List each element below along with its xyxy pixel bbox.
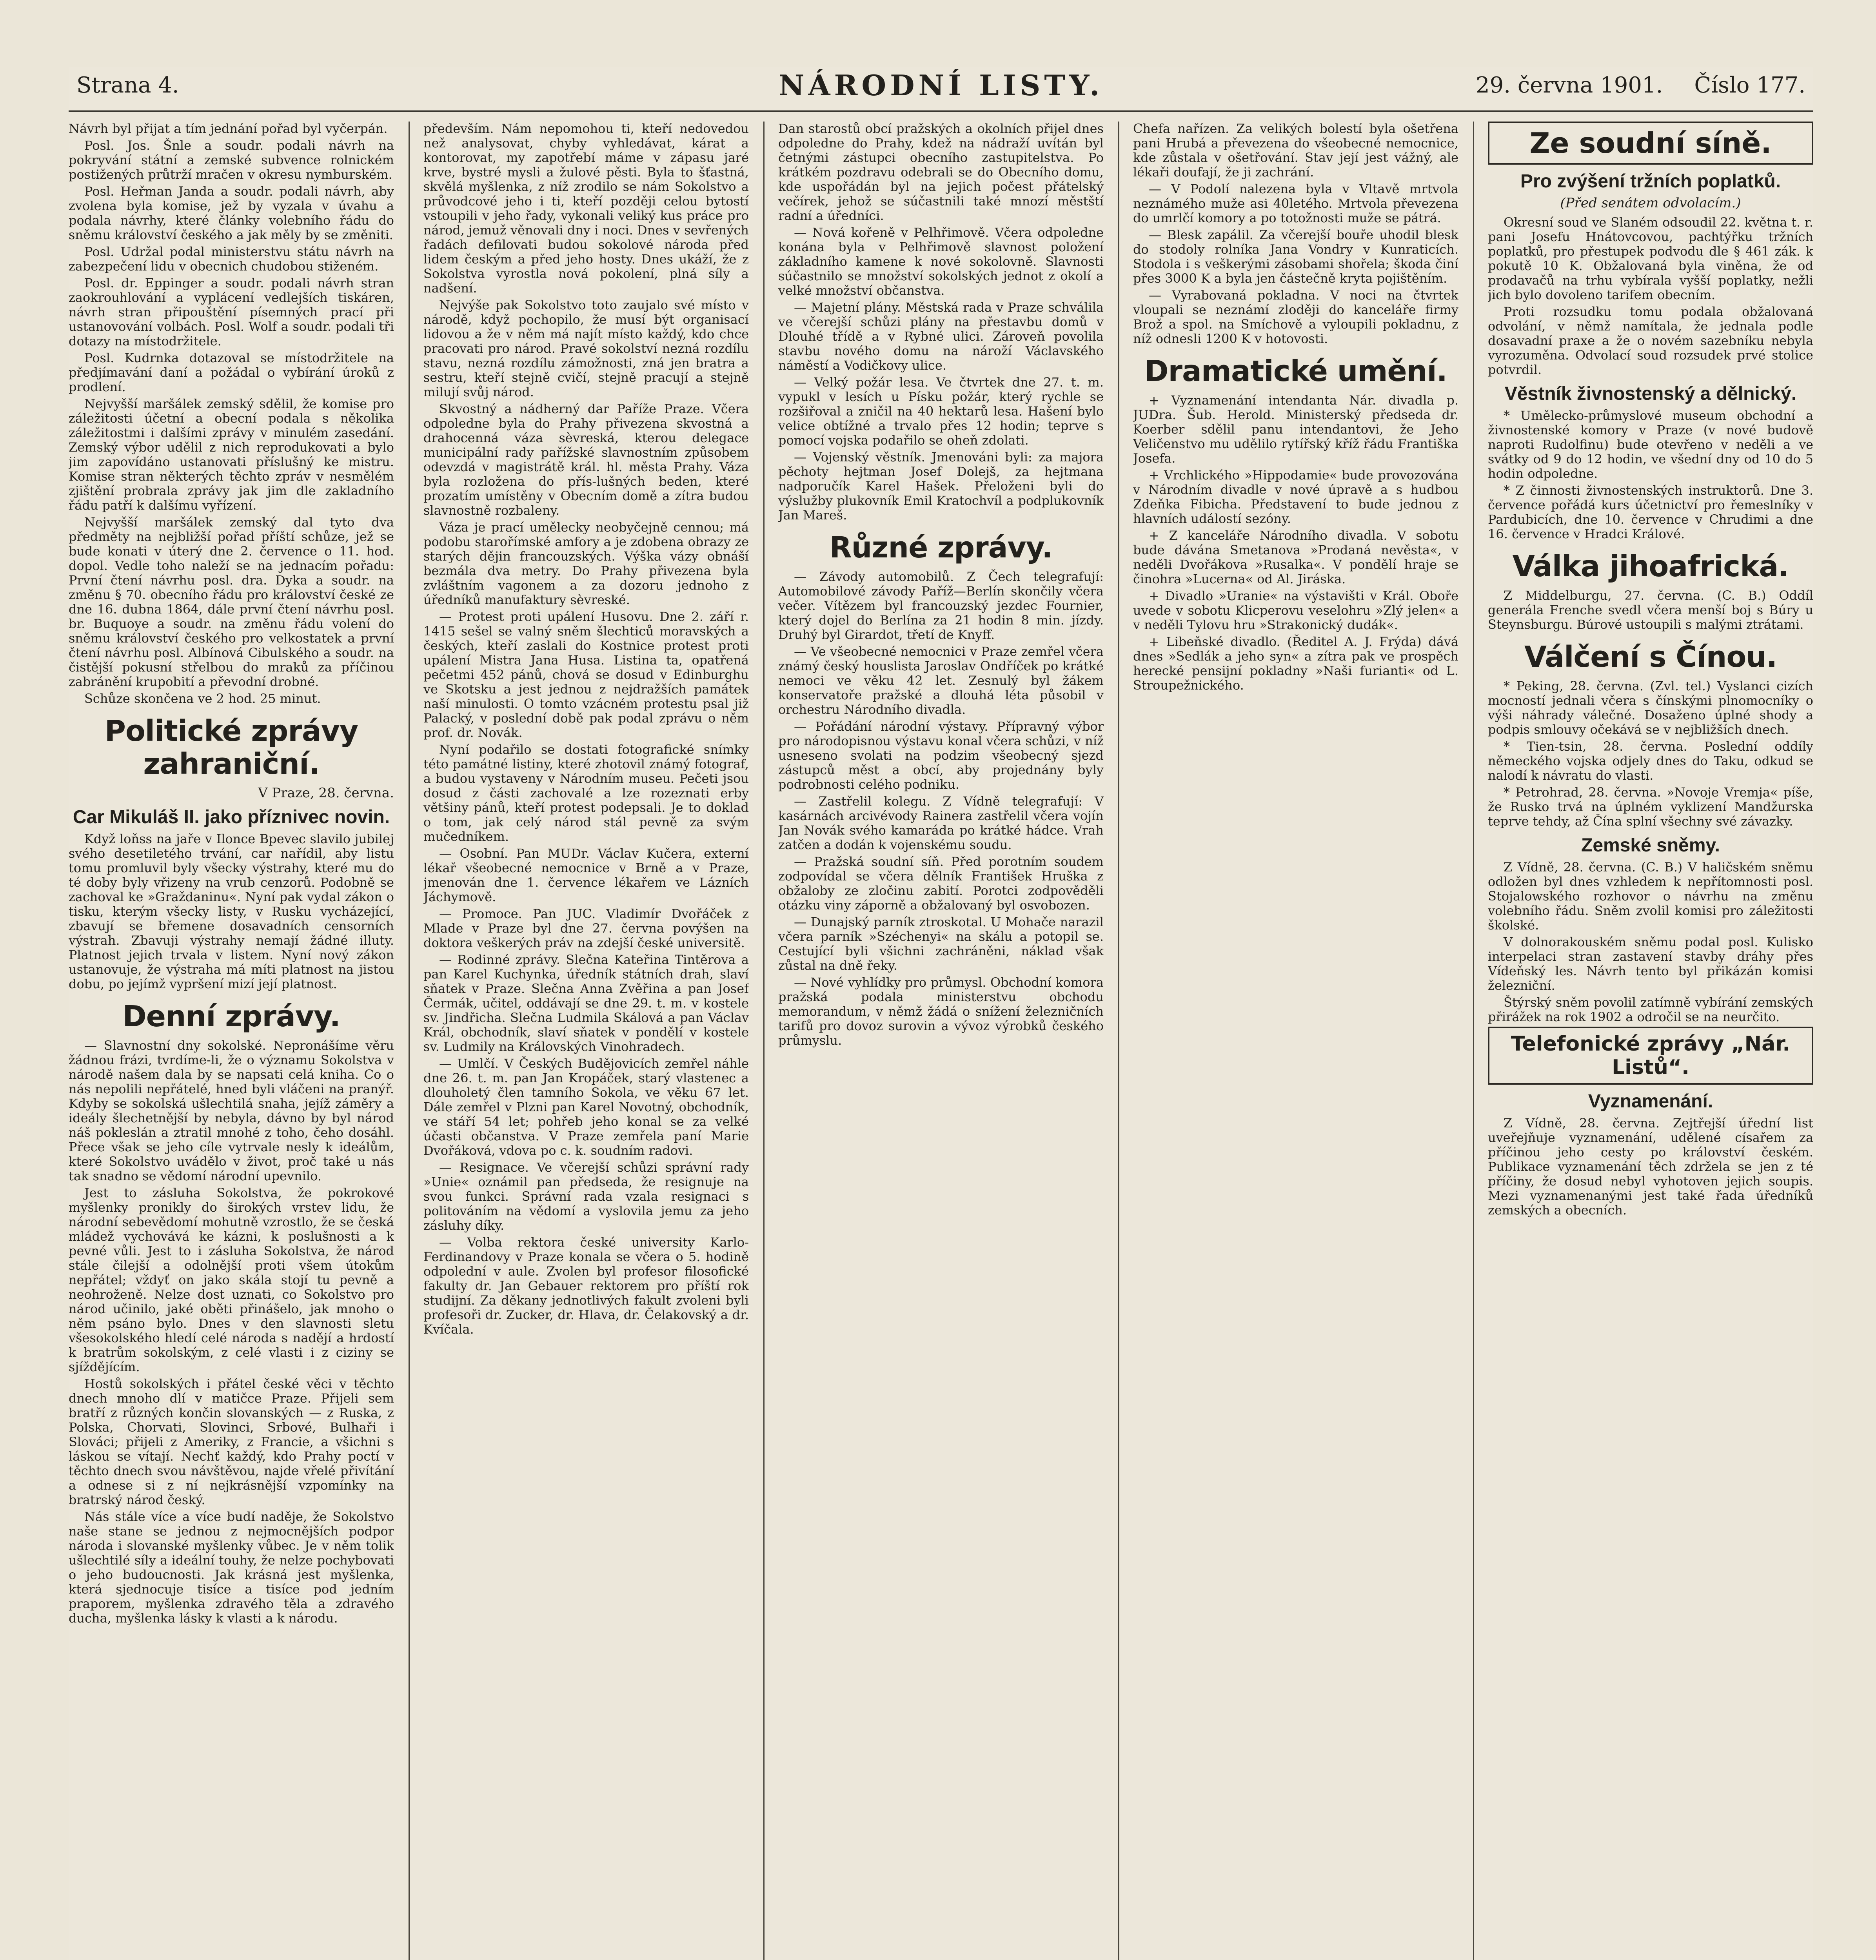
date-issue [1444, 73, 1805, 98]
paragraph: — Promoce. Pan JUC. Vladimír Dvořáček z Mlade v Praze byl dne 27. června povýšen na doktora veškerých práv na zdejší české universitě. [423, 906, 749, 950]
paragraph: — Pražská soudní síň. Před porotním soudem zodpovídal se včera dělník František Hruška z obžaloby ze zločinu zabití. Porotci zodpověděli otázku viny záporně a obžalovaný byl osvobozen. [778, 854, 1104, 913]
paragraph: Nás stále více a více budí naděje, že Sokolstvo naše stane se jednou z nejmocnějších podpor národa i slovanské myšlenky vůbec. Je v něm tolik ušlechtilé síly a ideální touhy, že nelze pochybovati o jeho budoucnosti. Jak krásná jest myšlenka, která sjednocuje tisíce a tisíce pod jedním praporem, myšlenka zdravého těla a zdravého ducha, myšlenka lásky k vlasti a k národu. [69, 1509, 394, 1626]
paragraph: — Slavnostní dny sokolské. Nepronášíme věru žádnou frázi, tvrdíme-li, že o významu Sokolstva v národě našem dala by se napsati celá kniha. Co o nás nepolili nepřátelé, hned byli vláčeni na pranýř. Kdyby se sokolská ušlechtilá snaha, jejíž záměry a ideály šlechetnější by nebyla, dávno by byl národ náš pokleslán a ztratil mnohé z toho, čeho dosáhl. Přece však se jeho cíle vytrvale nesly k ideálům, které Sokolstvo uvádělo v život, proč také u nás tak snadno se vědomí národní upevnilo. [69, 1038, 394, 1183]
paragraph: — Zastřelil kolegu. Z Vídně telegrafují: V kasárnách arcivévody Rainera zastřelil včera vojín Jan Novák svého kamaráda po krátké hádce. Vrah zatčen a dodán k vojenskému soudu. [778, 794, 1104, 852]
section-heading: Dramatické umění. [1144, 354, 1447, 388]
section-heading: Válčení s Čínou. [1524, 640, 1777, 674]
section-heading: Zemské sněmy. [1581, 835, 1720, 856]
section-heading: Politické zprávy zahraniční. [104, 714, 358, 781]
column-3 [778, 122, 1104, 1960]
paragraph: — Resignace. Ve včerejší schůzi správní rady »Unie« oznámil pan předseda, že resignuje na svou funkci. Správní rada vzala resignaci s politováním na vědomí a vyslovila jemu za jeho zásluhy díky. [423, 1160, 749, 1233]
paragraph: — Umlčí. V Českých Budějovicích zemřel náhle dne 26. t. m. pan Jan Kropáček, starý vlastenec a dlouholetý člen tamního Sokola, ve věku 67 let. Dále zemřel v Plzni pan Karel Novotný, obchodník, ve stáří 54 let; pohřeb jeho konal se za velké účasti občanstva. V Praze zemřela paní Marie Dvořáková, vdova po c. k. soudním radovi. [423, 1056, 749, 1158]
paragraph: — Ve všeobecné nemocnici v Praze zemřel včera známý český houslista Jaroslav Ondříček po krátké nemoci ve věku 42 let. Zesnulý byl žákem konservatoře pražské a dlouhá léta působil v orchestru Národního divadla. [778, 644, 1104, 717]
paragraph: Posl. Jos. Šnle a soudr. podali návrh na pokryvání státní a zemské subvence rolnickém postižených průtrží mračen v okresu nymburském. [69, 138, 394, 182]
paragraph: * Tien-tsin, 28. června. Poslední oddíly německého vojska odjely dnes do Taku, odkud se nalodí k návratu do vlasti. [1488, 739, 1813, 783]
section-heading-boxed: Ze soudní síně. [1488, 122, 1813, 165]
paragraph: — Vojenský věstník. Jmenováni byli: za majora pěchoty hejtman Josef Dolejš, za hejtmana nadporučík Karel Hašek. Přeloženi byli do výslužby plukovník Emil Kratochvíl a podplukovník Jan Mareš. [778, 450, 1104, 523]
paragraph: — Velký požár lesa. Ve čtvrtek dne 27. t. m. vypukl v lesích u Písku požár, který rychle se rozšiřoval a zničil na 40 hektarů lesa. Hašení bylo velice obtížné a trvalo přes 12 hodin; teprve s pomocí vojska podařilo se oheň zdolati. [778, 375, 1104, 448]
section-heading: Válka jihoafrická. [1512, 550, 1789, 583]
paragraph: * Peking, 28. června. (Zvl. tel.) Vyslanci cizích mocností jednali včera s čínskými plnomocníky o výši náhrady válečné. Dosaženo úplné shody a podpis smlouvy očekává se v nejbližších dnech. [1488, 679, 1813, 737]
paragraph: Posl. Udržal podal ministerstvu státu návrh na zabezpečení lidu v obecnich chudobou stiženém. [69, 244, 394, 274]
article-heading: Car Mikuláš II. jako příznivec novin. [73, 807, 390, 828]
paragraph: Posl. Kudrnka dotazoval se místodržitele na předjímavání daní a požádal o vybírání úroků z prodlení. [69, 350, 394, 394]
paragraph: Okresní soud ve Slaném odsoudil 22. května t. r. pani Josefu Hnátovcovou, pachtýřku tržních poplatků, pro přestupek podvodu dle § 461 zák. k pokutě 10 K. Obžalovaná byla viněna, že od prodavačů na trhu vybírala vyšší poplatky, nežli jich bylo dovoleno tarifem obecním. [1488, 215, 1813, 302]
paragraph: + Vrchlického »Hippodamie« bude provozována v Národním divadle v nové úpravě a s hudbou Zdeňka Fibicha. Představení to bude jednou z hlavních událostí sezóny. [1133, 468, 1458, 526]
column-rule [409, 122, 410, 1960]
paragraph: Schůze skončena ve 2 hod. 25 minut. [84, 691, 321, 706]
paragraph: Proti rozsudku tomu podala obžalovaná odvolání, v němž namítala, že jednala podle dosavadní praxe a že o novém sazebníku nebyla vyrozuměna. Odvolací soud rozsudek prvé stolice potvrdil. [1488, 304, 1813, 377]
paragraph: — Nové vyhlídky pro průmysl. Obchodní komora pražská podala ministerstvu obchodu memorandum, v němž žádá o snížení železničních tarifů pro dovoz surovin a vývoz výrobků českého průmyslu. [778, 975, 1104, 1048]
paragraph: Štýrský sněm povolil zatímně vybírání zemských přirážek na rok 1902 a odročil se na neurčito. [1488, 995, 1813, 1024]
paragraph: * Z činnosti živnostenských instruktorů. Dne 3. července pořádá kurs účetnictví pro řemeslníky v Pardubicích, dne 10. července v Chrudimi a dne 16. července v Hradci Králové. [1488, 483, 1813, 541]
paragraph: — Protest proti upálení Husovu. Dne 2. září r. 1415 sešel se valný sněm šlechticů moravských a českých, kteří zaslali do Kostnice protest proti upálení Mistra Jana Husa. Listina ta, opatřená pečetmi 452 pánů, chová se dosud v Edinburghu ve Skotsku a jest jednou z nejdražších památek naší minulosti. O tomto vzácném protestu psal již Palacký, v poslední době pak podal zprávu o něm prof. dr. Novák. [423, 609, 749, 740]
paragraph: Jest to zásluha Sokolstva, že pokrokové myšlenky pronikly do širokých vrstev lidu, že národní sebevědomí mohutně vzrostlo, že se česká mládež vychovává ke kázni, k poslušnosti a k pevné vůli. Jest to i zásluha Sokolstva, že národ stále čilejší a odolnější proti všem útokům nepřátel; vždyť on jako skála stojí tu pevně a neohroženě. Nelze dost uznati, co Sokolstvo pro národ učinilo, jaké oběti přinášelo, jak mnoho o něm psáno bylo. Dnes v den slavnosti sletu všesokolského hledí celé národa s nadějí a hrdostí k bratrům sokolským, z celé vlasti i z ciziny se sjíždějícím. [69, 1185, 394, 1374]
paragraph: + Z kanceláře Národního divadla. V sobotu bude dávána Smetanova »Prodaná nevěsta«, v neděli Dvořákova »Rusalka«. V pondělí hraje se činohra »Lucerna« od Al. Jiráska. [1133, 528, 1458, 586]
section-heading-boxed: Telefonické zprávy „Nár. Listů“. [1488, 1027, 1813, 1085]
column-rule [1473, 122, 1474, 1960]
paragraph: — Volba rektora české university Karlo-Ferdinandovy v Praze konala se včera o 5. hodině odpolední v aule. Zvolen byl profesor filosofické fakulty dr. Jan Gebauer rektorem pro příští rok studijní. Za děkany jednotlivých fakult zvoleni byli profesoři dr. Zucker, dr. Hlava, dr. Čelakovský a dr. Kvíčala. [423, 1235, 749, 1337]
paragraph: Nyní podařilo se dostati fotografické snímky této památné listiny, které zhotovil známý fotograf, a budou vystaveny v Národním museu. Pečeti jsou dosud z části zachovalé a lze rozeznati erby většiny pánů, kteří protest podepsali. Je to doklad o tom, jak celý národ stál pevně za svým mučedníkem. [423, 742, 749, 844]
paragraph: * Umělecko-průmyslové museum obchodní a živnostenské komory v Praze (v nové budově naproti Rudolfinu) bude otevřeno v neděli a ve svátky od 9 do 12 hodin, ve všední dny od 10 do 5 hodin odpoledne. [1488, 408, 1813, 481]
paragraph: Když loňss na jaře v Ilonce Bpevec slavilo jubilej svého desetiletého trvání, car nařídil, aby listu tomu promluvil byly všecky výstrahy, které mu do té doby byly vřizeny na vrub cenzorů. Podobně se zachoval ke »Graždaninu«. Nyní pak vydal zákon o tisku, kterým všecky listy, v Rusku vycházející, zbavují se břemene dosavadních censorních výstrah. Zbavuji výstrahy nemají žádné illuty. Platnost jejich trvala v listem. Nyní nový zákon ustanovuje, že výstraha má míti platnost na jistou dobu, po jejímž vypršení mizí její platnost. [69, 831, 394, 991]
paragraph: — Majetní plány. Městská rada v Praze schválila ve včerejší schůzi plány na přestavbu domů v Dlouhé třídě a v Rybné ulici. Zároveň povolila stavbu nového domu na nároží Václavského náměstí a Vodičkovy ulice. [778, 300, 1104, 373]
paragraph: Nejvýše pak Sokolstvo toto zaujalo své místo v národě, když pochopilo, že musí být organisací lidovou a že v něm má najít místo každý, kdo chce pracovati pro národ. Pravé sokolství nezná rozdílu stavu, nezná rozdílu zámožnosti, zná jen bratra a sestru, kteří stejně cvičí, stejně pracují a stejně milují svůj národ. [423, 298, 749, 399]
paragraph: — Závody automobilů. Z Čech telegrafují: Automobilové závody Paříž—Berlín skončily včera večer. Vítězem byl francouzský jezdec Fournier, který dojel do Berlína za 21 hodin 8 min. jízdy. Druhý byl Girardot, třetí de Knyff. [778, 569, 1104, 642]
article-heading: Pro zvýšení tržních poplatků. [1520, 171, 1781, 192]
section-heading: Věstník živnostenský a dělnický. [1504, 383, 1797, 404]
paragraph: Skvostný a nádherný dar Paříže Praze. Včera odpoledne byla do Prahy přivezena skvostná a drahocenná váza sèvreská, kterou delegace municipální rady pařížské slavnostním způsobem odevzdá v magistrátě král. hl. města Prahy. Váza byla rozložena do přís-lušných beden, které prozatím umístěny v Obecním domě a zítra budou slavnostně rozbaleny. [423, 401, 749, 518]
paragraph: Nejvyšší maršálek zemský sdělil, že komise pro záležitosti účetní a obecní podala s několika záležitostmi i dalšími zprávy v minulém zasedání. Zemský výbor udělil z nich reprodukovati a bylo jim zapovídáno ustanovati příslušný ke mistru. Komise stran některých těchto zpráv v nesmělém zjištění probrala zprávy jak jim dle zakladního řádu patří k dalšímu vyřízení. [69, 396, 394, 513]
paragraph: — Osobní. Pan MUDr. Václav Kučera, externí lékař všeobecné nemocnice v Brně a v Praze, jmenován dne 1. července lékařem ve Lázních Jáchymově. [423, 846, 749, 904]
newspaper-page [69, 67, 1813, 1960]
paragraph: Z Vídně, 28. června. (C. B.) V haličském sněmu odložen byl dnes vzhledem k nepřítomnosti posl. Stojalowského rozhovor o návrhu na změnu volebního řádu. Sněm zvolil komisi pro záležitosti školské. [1488, 860, 1813, 933]
paragraph: * Petrohrad, 28. června. »Novoje Vremja« píše, že Rusko trvá na úplném vyklizení Mandžurska teprve tehdy, až Čína splní všechny své závazky. [1488, 785, 1813, 829]
paragraph: Hostů sokolských i přátel české věci v těchto dnech mnoho dlí v matičce Praze. Přijeli sem bratří z různých končin slovanských — z Ruska, z Polska, Chorvati, Slovinci, Srbové, Bulhaři i Slováci; přijeli z Ameriky, z Francie, a všichni s láskou se vítají. Nechť každý, kdo Prahy poctí v těchto dnech svou návštěvou, najde vřelé přivítání a odnese si z ní nejkrásnější vzpomínky na bratrský národ český. [69, 1376, 394, 1507]
paragraph: + Divadlo »Uranie« na výstavišti v Král. Oboře uvede v sobotu Klicperovu veselohru »Zlý jelen« a v neděli Tylovu hru »Strakonický dudák«. [1133, 588, 1458, 632]
column-2 [423, 122, 749, 1960]
paragraph: Váza je prací umělecky neobyčejně cennou; má podobu starořímské amfory a je zdobena obrazy ze starých dějin francouzských. Výška vázy obnáší bezmála dva metry. Do Prahy přivezena byla zvláštním vagonem a za dozoru jednoho z úředníků manufaktury sèvreské. [423, 520, 749, 607]
column-rule [763, 122, 765, 1960]
paragraph: — Dunajský parník ztroskotal. U Mohače narazil včera parník »Széchenyi« na skálu a potopil se. Cestující byli všichni zachráněni, náklad však zůstal na dně řeky. [778, 915, 1104, 973]
paragraph: — V Podolí nalezena byla v Vltavě mrtvola neznámého muže asi 40letého. Mrtvola převezena do umrlčí komory a po totožnosti muže se pátrá. [1133, 181, 1458, 225]
masthead [69, 67, 1813, 112]
column-rule [1118, 122, 1119, 1960]
paragraph: Z Middelburgu, 27. června. (C. B.) Oddíl generála Frenche svedl včera menší boj s Búry u Steynsburgu. Búrové ustoupili s malými ztrátami. [1488, 588, 1813, 632]
newspaper-title: NÁRODNÍ LISTY. [778, 69, 1104, 102]
column-4 [1133, 122, 1458, 1960]
paragraph: především. Nám nepomohou ti, kteří nedovedou než analysovat, chyby vyhledávat, kárat a kontorovat, my zapotřebí máme v zápasu jaré krve, bystré mysli a žulové pěsti. Byla to šťastná, skvělá myšlenka, z níž zrodilo se nám Sokolstvo a průvodcové jeho i ti, kteří později celou bytostí vstoupili v jeho řady, vykonali veliký kus práce pro národ, jemuž věnovali dny i noci. Dnes v sevřených řadách defilovati budou sokolové národa před lidem českým a před jeho hosty. Dnes ukáží, že z Sokolstva vyrostla nová pokolení, plná síly a nadšení. [423, 122, 749, 296]
columns [69, 122, 1813, 1960]
section-heading: Denní zprávy. [122, 1000, 340, 1033]
paragraph: Z Vídně, 28. června. Zejtřejší úřední list uveřejňuje vyznamenání, udělené císařem za příčinou jeho cesty po království českém. Publikace vyznamenání těch zdržela se jen z té příčiny, že dosud nebyl vyhotoven jejich soupis. Mezi vyznamenanými jest také řada úředníků zemských a obecních. [1488, 1116, 1813, 1218]
page-label: Strana 4. [76, 73, 179, 98]
paragraph: Dan starostů obcí pražských a okolních přijel dnes odpoledne do Prahy, kdež na nádraží uvítán byl četnými zástupci obecního zastupitelstva. Po krátkém pozdravu odebrali se do Obecního domu, kde uspořádán byl na jejich počest přátelský večírek, jehož se súčastnili také mnozí městští radní a úředníci. [778, 122, 1104, 223]
paragraph: — Blesk zapálil. Za včerejší bouře uhodil blesk do stodoly rolníka Jana Vondry v Kunraticích. Stodola i s veškerými zásobami shořela; škoda činí přes 3000 K a byla jen částečně kryta pojištěním. [1133, 227, 1458, 286]
paragraph: — Nová kořeně v Pelhřimově. Včera odpoledne konána byla v Pelhřimově slavnost položení základního kamene k nové sokolovně. Slavnosti súčastnilo se množství sokolských jednot z okolí a velké množství občanstva. [778, 225, 1104, 298]
dateline: (Před senátem odvolacím.) [1560, 195, 1741, 211]
section-heading: Různé zprávy. [829, 531, 1053, 564]
paragraph: + Libeňské divadlo. (Ředitel A. J. Frýda) dává dnes »Sedlák a jeho syn« a zítra pak ve prospěch herecké pensijní pokladny »Naši furianti« od L. Stroupežnického. [1133, 634, 1458, 693]
dateline: V Praze, 28. června. [258, 785, 394, 801]
paragraph: V dolnorakouském sněmu podal posl. Kulisko interpelaci stran zastavení stavby dráhy přes Vídeňský les. Návrh tento byl přikázán komisi železniční. [1488, 935, 1813, 993]
paragraph: Posl. Heřman Janda a soudr. podali návrh, aby zvolena byla komise, jež by vyzala v úvahu a podala návrhy, které články volebního řádu do sněmu království českého a jak měly by se změniti. [69, 184, 394, 242]
paragraph: — Pořádání národní výstavy. Přípravný výbor pro národopisnou výstavu konal včera schůzi, v níž usneseno svolati na podzim všeobecný sjezd zástupců měst a obcí, aby projednány byly podrobnosti celého podniku. [778, 719, 1104, 792]
column-1 [69, 122, 394, 1960]
issue-number: Číslo 177. [1694, 73, 1805, 98]
paragraph: Nejvyšší maršálek zemský dal tyto dva předměty na nejbližší pořad příští schůze, jež se bude konati v úterý dne 2. července o 11. hod. dopol. Vedle toho naleží se na jednacím pořadu: První čtení návrhu posl. dra. Dyka a soudr. na změnu § 70. obecního řádu pro království české ze dne 16. dubna 1864, dále první čtení návrhu posl. br. Buquoye a soudr. na změnu řádu volení do sněmu království českého pro velkostatek a první čtení návrhu posl. Albínová Cibulského a soudr. na čistější pokusní střelbou do mraků za příčinou zabránění krupobití a převodní drobné. [69, 515, 394, 689]
paragraph: — Rodinné zprávy. Slečna Kateřina Tintěrova a pan Karel Kuchynka, úředník státních drah, slaví sňatek v Praze. Slečna Anna Zvěřina a pan Josef Čermák, učitel, oddávají se dne 29. t. m. v kostele sv. Jindřicha. Slečna Ludmila Skálová a pan Václav Král, obchodník, slaví sňatek v pondělí v kostele sv. Ludmily na Královských Vinohradech. [423, 952, 749, 1054]
paragraph: — Vyrabovaná pokladna. V noci na čtvrtek vloupali se neznámí zloději do kanceláře firmy Brož a spol. na Smíchově a vyloupili pokladnu, z níž odnesli 1200 K v hotovosti. [1133, 288, 1458, 346]
paragraph: Posl. dr. Eppinger a soudr. podali návrh stran zaokrouhlování a vyplácení vedlejších tiskáren, návrh stran připouštění písemných prací při ustanovování volbách. Posl. Wolf a soudr. podali tři dotazy na místodržitele. [69, 276, 394, 348]
paragraph: Návrh byl přijat a tím jednání pořad byl vyčerpán. [69, 122, 388, 136]
issue-date: 29. června 1901. [1476, 73, 1663, 98]
article-heading: Vyznamenání. [1588, 1091, 1713, 1112]
paragraph: + Vyznamenání intendanta Nár. divadla p. JUDra. Šub. Herold. Ministerský předseda dr. Koerber sdělil panu intendantovi, že Jeho Veličenstvo mu udělilo rytířský kříž řádu Františka Josefa. [1133, 393, 1458, 466]
paragraph: Chefa nařízen. Za velikých bolestí byla ošetřena pani Hrubá a převezena do všeobecné nemocnice, kde zůstala v ošetřování. Stav její jest vážný, ale lékaři doufají, že ji zachrání. [1133, 122, 1458, 180]
column-5 [1488, 122, 1813, 1960]
